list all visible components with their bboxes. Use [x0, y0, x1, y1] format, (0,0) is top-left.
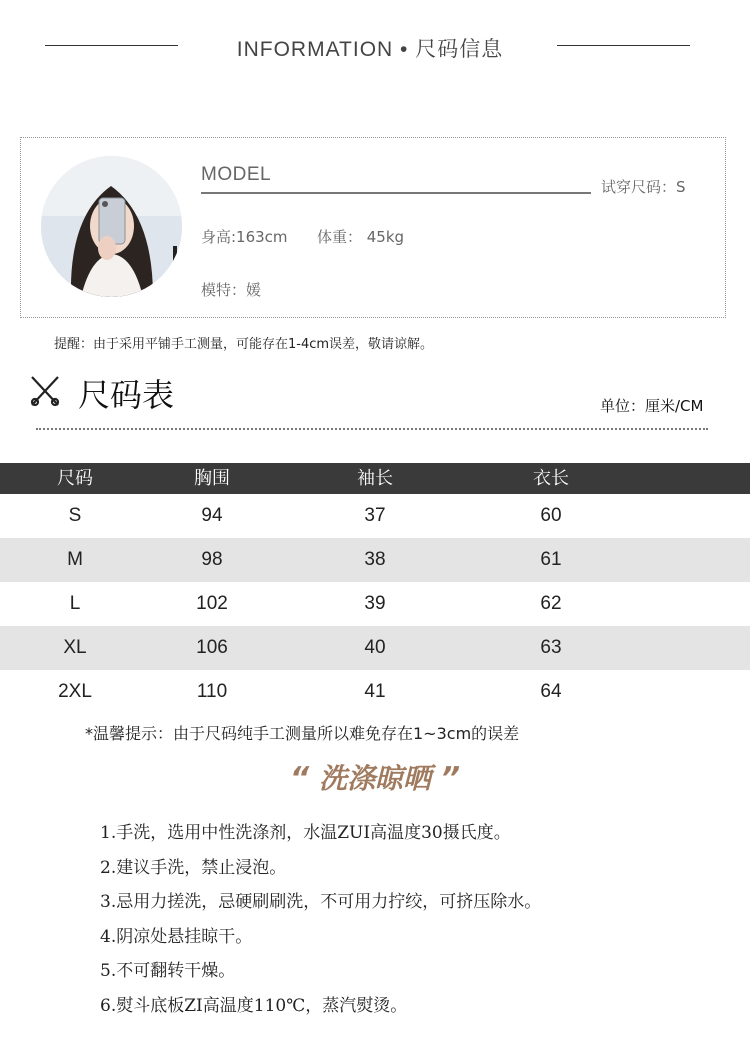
- cell-chest: 110: [196, 681, 228, 702]
- header-size: 尺码: [57, 468, 93, 489]
- cell-size: XL: [63, 637, 87, 658]
- model-name: 模特：媛: [201, 281, 262, 299]
- cell-chest: 102: [196, 593, 228, 614]
- table-row: [0, 626, 750, 670]
- size-table: [0, 463, 750, 714]
- cell-size: S: [68, 505, 82, 526]
- model-height: 身高:163cm: [201, 228, 288, 246]
- cell-size: L: [69, 593, 81, 614]
- washing-title-text: 洗涤晾晒: [318, 762, 431, 795]
- cell-length: 64: [540, 681, 562, 702]
- table-row: [0, 494, 750, 538]
- size-unit: 单位：厘米/CM: [600, 397, 704, 415]
- header-divider-right: [557, 45, 690, 46]
- model-info-card: [20, 137, 726, 318]
- table-row: [0, 538, 750, 582]
- measurement-tip: *温馨提示：由于尺码纯手工测量所以难免存在1~3cm的误差: [85, 724, 520, 743]
- cell-sleeve: 40: [364, 637, 386, 658]
- cell-sleeve: 39: [364, 593, 386, 614]
- model-photo-illustration: [41, 156, 182, 297]
- list-item: 2.建议手洗，禁止浸泡。: [100, 857, 287, 878]
- scissors-icon: [29, 374, 61, 408]
- cell-chest: 94: [201, 505, 223, 526]
- header-chest: 胸围: [194, 468, 230, 489]
- list-item: 3.忌用力搓洗，忌硬刷刷洗，不可用力拧绞，可挤压除水。: [100, 892, 542, 912]
- cell-length: 60: [540, 505, 562, 526]
- cell-length: 63: [540, 637, 562, 658]
- cell-chest: 106: [196, 637, 228, 658]
- tryon-size: 试穿尺码：S: [601, 178, 686, 196]
- header-sleeve: 袖长: [357, 468, 393, 489]
- table-row: [0, 582, 750, 626]
- dotted-divider: [36, 428, 708, 430]
- header-length: 衣长: [533, 468, 569, 489]
- list-item: 6.熨斗底板ZI高温度110℃，蒸汽熨烫。: [100, 995, 408, 1016]
- cell-sleeve: 38: [364, 549, 386, 570]
- cell-sleeve: 41: [364, 681, 386, 702]
- list-item: 1.手洗，选用中性洗涤剂，水温ZUI高温度30摄氏度。: [100, 823, 511, 843]
- washing-instructions: [100, 820, 541, 1027]
- model-weight: 体重： 45kg: [317, 228, 405, 246]
- model-label: MODEL: [201, 164, 272, 185]
- measurement-notice: 提醒：由于采用平铺手工测量，可能存在1-4cm误差，敬请谅解。: [54, 337, 434, 352]
- list-item: 4.阴凉处悬挂晾干。: [100, 926, 253, 947]
- cell-size: 2XL: [58, 681, 92, 702]
- page-title: INFORMATION • 尺码信息: [236, 38, 504, 61]
- close-quote: ”: [440, 761, 461, 796]
- header-divider-left: [45, 45, 178, 46]
- model-underline: [201, 192, 591, 194]
- list-item: 5.不可翻转干燥。: [100, 961, 236, 981]
- size-chart-title: 尺码表: [78, 376, 175, 414]
- open-quote: “: [289, 761, 310, 796]
- cell-size: M: [67, 549, 83, 570]
- cell-length: 61: [540, 549, 562, 570]
- washing-title: [0, 757, 750, 797]
- table-header-row: [0, 463, 750, 494]
- cell-sleeve: 37: [364, 505, 386, 526]
- model-avatar: [41, 156, 182, 297]
- cell-chest: 98: [201, 549, 223, 570]
- table-row: [0, 670, 750, 714]
- cell-length: 62: [540, 593, 562, 614]
